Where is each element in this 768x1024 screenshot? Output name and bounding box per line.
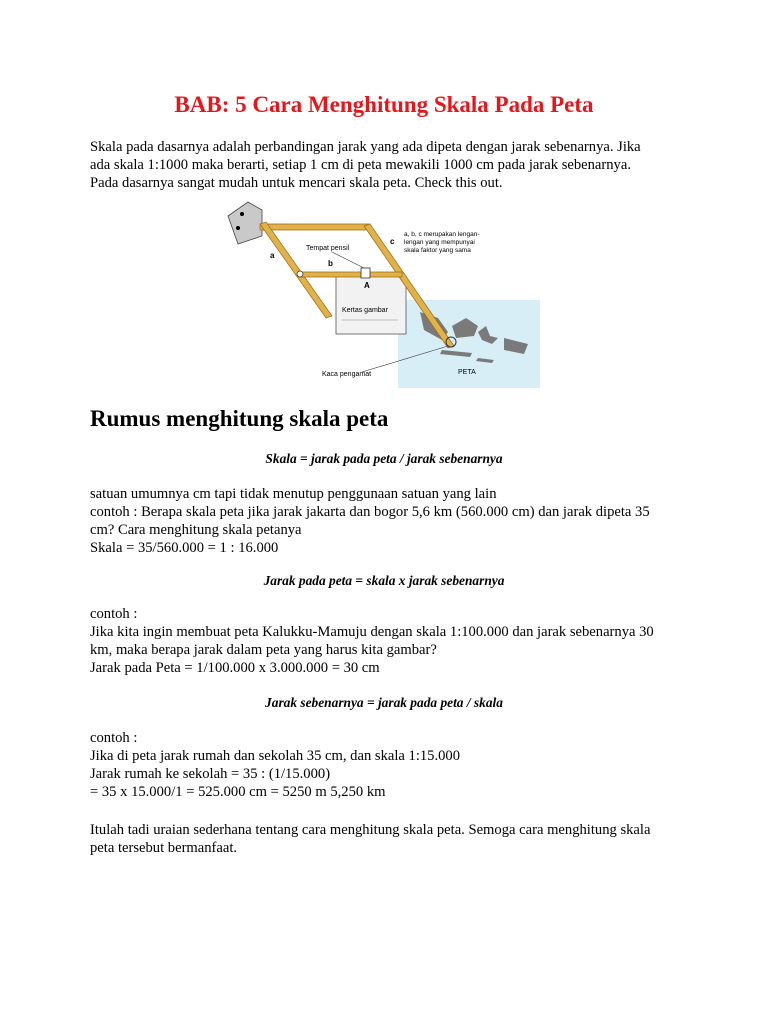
example-line: Jika di peta jarak rumah dan sekolah 35 cm, dan skala 1:15.000 bbox=[90, 748, 461, 764]
pantograph-figure bbox=[220, 200, 540, 390]
closing-line: Itulah tadi uraian sederhana tentang cara menghitung skala peta. Semoga cara menghitung skala bbox=[90, 822, 651, 838]
note-line: skala faktor yang sama bbox=[404, 247, 471, 254]
pivot-hole bbox=[240, 212, 244, 216]
pivot-block bbox=[228, 202, 262, 244]
section-heading: Rumus menghitung skala peta bbox=[90, 406, 389, 431]
example-line: satuan umumnya cm tapi tidak menutup penggunaan satuan yang lain bbox=[90, 486, 497, 502]
label-c: c bbox=[390, 237, 395, 246]
example-line: Jika kita ingin membuat peta Kalukku-Mamuju dengan skala 1:100.000 dan jarak sebenarnya 30 bbox=[90, 624, 654, 640]
example-line: Jarak pada Peta = 1/100.000 x 3.000.000 = 30 cm bbox=[90, 660, 380, 676]
formula-jarak-sebenarnya: Jarak sebenarnya = jarak pada peta / skala bbox=[265, 695, 503, 710]
intro-paragraph bbox=[90, 138, 690, 192]
joint bbox=[297, 271, 303, 277]
closing-line: peta tersebut bermanfaat. bbox=[90, 840, 238, 856]
example-2 bbox=[90, 605, 690, 677]
example-1 bbox=[90, 485, 690, 557]
example-line: contoh : Berapa skala peta jika jarak jakarta dan bogor 5,6 km (560.000 cm) dan jarak dipeta 35 bbox=[90, 504, 650, 520]
intro-line: Skala pada dasarnya adalah perbandingan jarak yang ada dipeta dengan jarak sebenarnya. Jika bbox=[90, 139, 641, 155]
intro-line: Pada dasarnya sangat mudah untuk mencari skala peta. Check this out. bbox=[90, 175, 503, 191]
example-line: Jarak rumah ke sekolah = 35 : (1/15.000) bbox=[90, 766, 331, 782]
example-3 bbox=[90, 729, 690, 801]
label-tempat-pensil: Tempat pensil bbox=[306, 245, 350, 252]
note-line: lengan yang mempunyai bbox=[404, 239, 475, 246]
formula-skala: Skala = jarak pada peta / jarak sebenarnya bbox=[265, 451, 503, 466]
formula-jarak-peta: Jarak pada peta = skala x jarak sebenarnya bbox=[263, 573, 505, 588]
pantograph-illustration bbox=[220, 200, 540, 390]
leader-line bbox=[332, 252, 364, 268]
example-line: km, maka berapa jarak dalam peta yang harus kita gambar? bbox=[90, 642, 437, 658]
label-kertas-gambar: Kertas gambar bbox=[342, 307, 388, 314]
closing-paragraph bbox=[90, 821, 690, 857]
example-line: contoh : bbox=[90, 730, 138, 746]
page-title: BAB: 5 Cara Menghitung Skala Pada Peta bbox=[174, 92, 594, 117]
pencil-holder bbox=[361, 268, 370, 278]
label-peta: PETA bbox=[458, 369, 476, 376]
pivot-hole bbox=[236, 226, 240, 230]
label-kaca-pengamat: Kaca pengamat bbox=[322, 371, 372, 378]
label-a: a bbox=[270, 251, 275, 260]
label-A: A bbox=[364, 281, 370, 290]
intro-line: ada skala 1:1000 maka berarti, setiap 1 cm di peta mewakili 1000 cm pada jarak sebenarnya. bbox=[90, 157, 631, 173]
example-line: = 35 x 15.000/1 = 525.000 cm = 5250 m 5,250 km bbox=[90, 784, 386, 800]
arm-b bbox=[298, 272, 402, 277]
note-line: a, b, c merupakan lengan- bbox=[404, 231, 480, 238]
drawing-paper bbox=[336, 276, 406, 334]
arm-a bbox=[260, 222, 332, 318]
example-line: Skala = 35/560.000 = 1 : 16.000 bbox=[90, 540, 279, 556]
label-b: b bbox=[328, 259, 333, 268]
arm-top bbox=[260, 224, 370, 230]
example-line: cm? Cara menghitung skala petanya bbox=[90, 522, 302, 538]
example-line: contoh : bbox=[90, 606, 138, 622]
